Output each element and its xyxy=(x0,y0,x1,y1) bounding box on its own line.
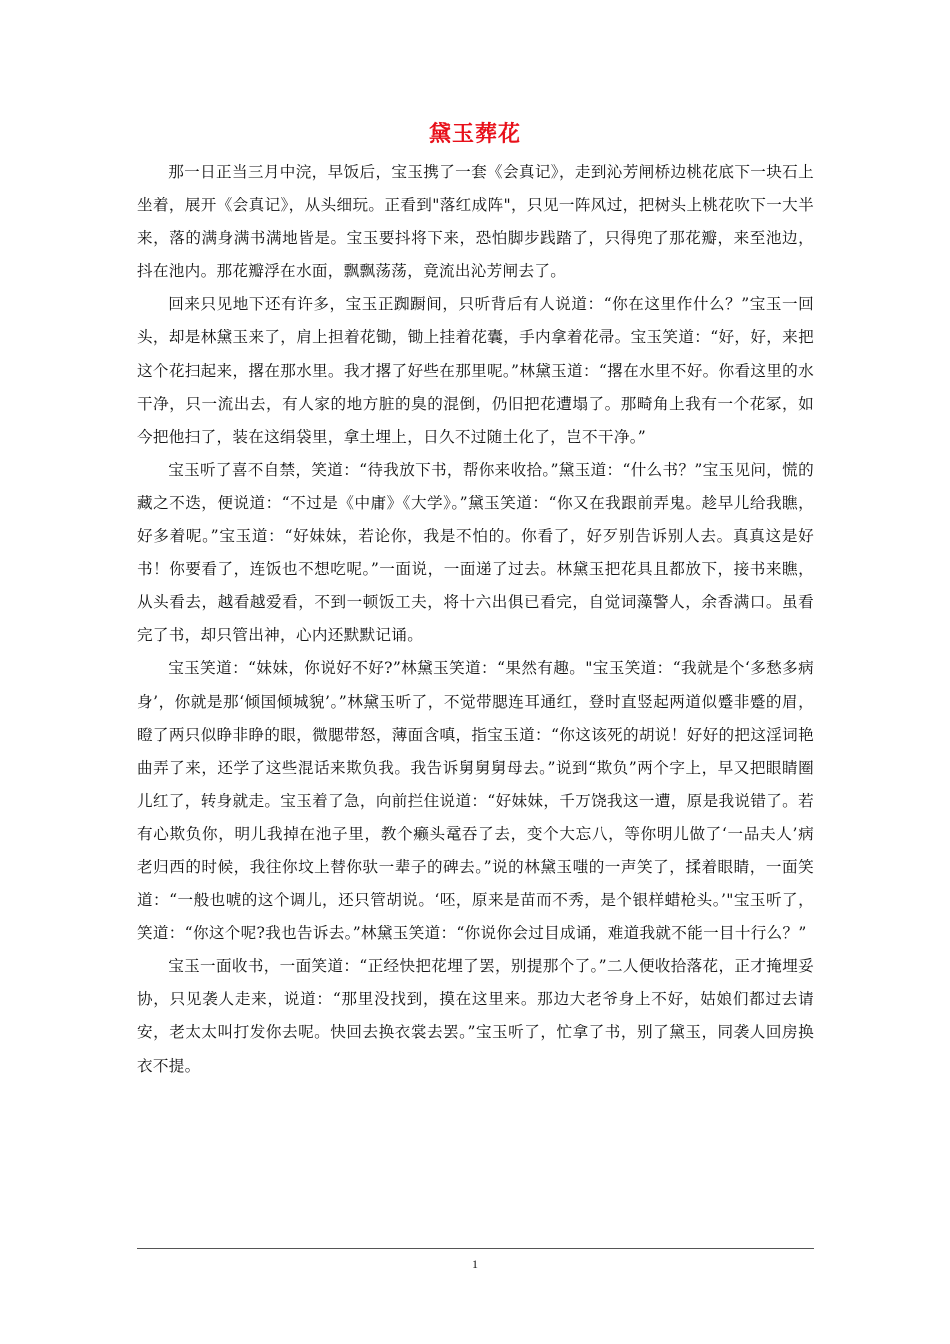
paragraph-5: 宝玉一面收书，一面笑道：“正经快把花埋了罢，别提那个了。”二人便收拾落花，正才掩埋妥协，只见袭人走来，说道：“那里没找到，摸在这里来。那边大老爷身上不好，姑娘们都过去请安，老太太叫打发你去呢。快回去换衣裳去罢。”宝玉听了，忙拿了书，别了黛玉，同袭人回房换衣不提。 xyxy=(137,957,814,1075)
paragraph-1: 那一日正当三月中浣，早饭后，宝玉携了一套《会真记》，走到沁芳闸桥边桃花底下一块石上坐着，展开《会真记》，从头细玩。正看到"落红成阵"，只见一阵风过，把树头上桃花吹下一大半来，落的满身满书满地皆是。宝玉要抖将下来，恐怕脚步践踏了，只得兜了那花瓣，来至池边，抖在池内。那花瓣浮在水面，飘飘荡荡，竟流出沁芳闸去了。 xyxy=(137,163,814,281)
article-body xyxy=(137,156,814,1083)
paragraph-4: 宝玉笑道：“妹妹，你说好不好?”林黛玉笑道：“果然有趣。"宝玉笑道：“我就是个‘多愁多病身’，你就是那‘倾国倾城貌’。”林黛玉听了，不觉带腮连耳通红，登时直竖起两道似蹙非蹙的眉，瞪了两只似睁非睁的眼，微腮带怒，薄面含嗔，指宝玉道：“你这该死的胡说！好好的把这淫词艳曲弄了来，还学了这些混话来欺负我。我告诉舅舅舅母去。”说到“欺负”两个字上，早又把眼睛圈儿红了，转身就走。宝玉着了急，向前拦住说道：“好妹妹，千万饶我这一遭，原是我说错了。若有心欺负你，明儿我掉在池子里，教个癞头鼋吞了去，变个大忘八，等你明儿做了‘一品夫人’病老归西的时候，我往你坟上替你驮一辈子的碑去。”说的林黛玉嗤的一声笑了，揉着眼睛，一面笑道：“一般也唬的这个调儿，还只管胡说。‘呸，原来是苗而不秀，是个银样蜡枪头。’"宝玉听了，笑道：“你这个呢?我也告诉去。”林黛玉笑道：“你说你会过目成诵，难道我就不能一目十行么？” xyxy=(137,659,814,943)
page-title: 黛玉葬花 xyxy=(428,122,521,147)
paragraph-3: 宝玉听了喜不自禁，笑道：“待我放下书，帮你来收拾。”黛玉道：“什么书？”宝玉见问，慌的藏之不迭，便说道：“不过是《中庸》《大学》。”黛玉笑道：“你又在我跟前弄鬼。趁早儿给我瞧，好多着呢。”宝玉道：“好妹妹，若论你，我是不怕的。你看了，好歹别告诉别人去。真真这是好书！你要看了，连饭也不想吃呢。”一面说，一面递了过去。林黛玉把花具且都放下，接书来瞧，从头看去，越看越爱看，不到一顿饭工夫，将十六出俱已看完，自觉词藻警人，余香满口。虽看完了书，却只管出神，心内还默默记诵。 xyxy=(137,460,814,645)
page-number: 1 xyxy=(472,1257,478,1271)
footer-divider xyxy=(137,1248,814,1249)
paragraph-2: 回来只见地下还有许多，宝玉正踟蹰间，只听背后有人说道：“你在这里作什么？”宝玉一回头，却是林黛玉来了，肩上担着花锄，锄上挂着花囊，手内拿着花帚。宝玉笑道：“好，好，来把这个花扫起来，撂在那水里。我才撂了好些在那里呢。”林黛玉道：“撂在水里不好。你看这里的水干净，只一流出去，有人家的地方脏的臭的混倒，仍旧把花遭塌了。那畸角上我有一个花冢，如今把他扫了，装在这绢袋里，拿土埋上，日久不过随土化了，岂不干净。” xyxy=(137,295,814,446)
